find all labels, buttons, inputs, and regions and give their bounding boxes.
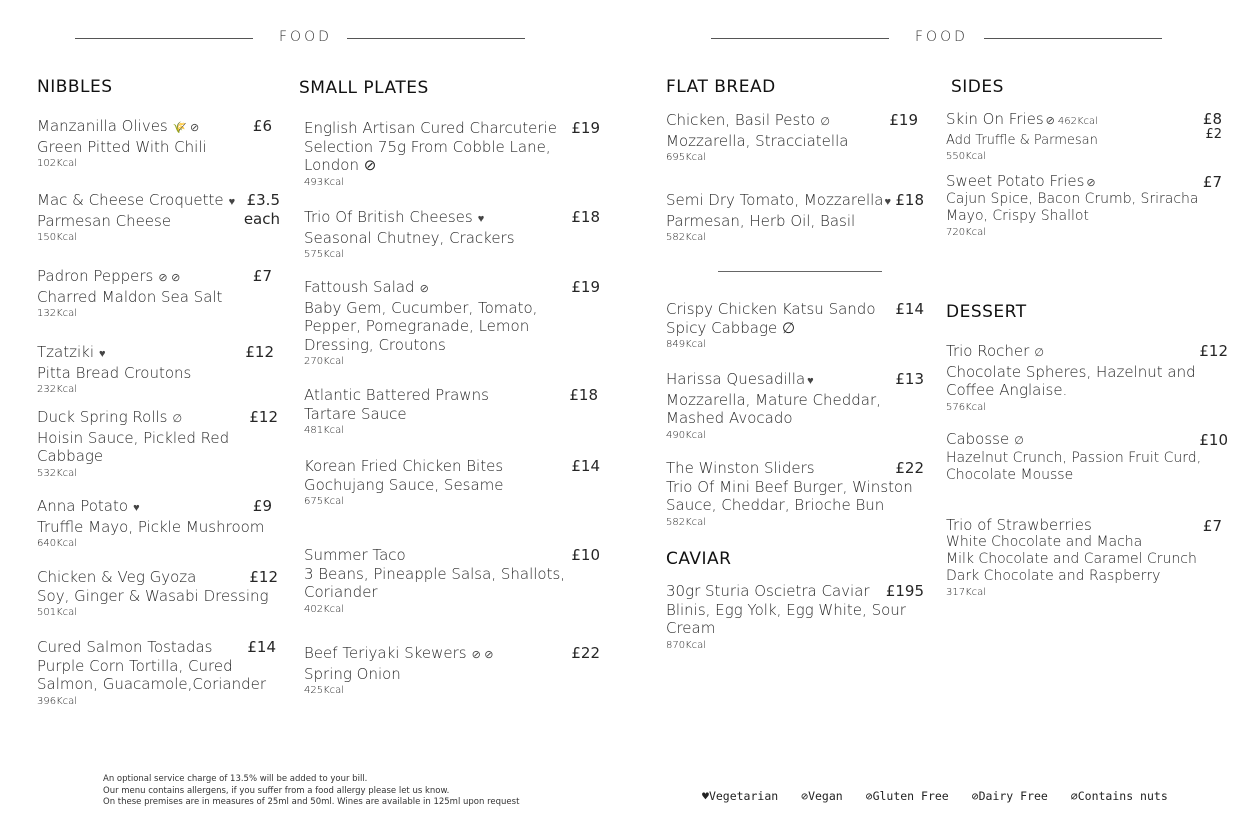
nuts-icon: ∅ (172, 412, 183, 425)
menu-item: Manzanilla Olives 🌾̸ ⊘ Green Pitted With Chili 102Kcal (37, 117, 207, 169)
vegetarian-icon: ♥ (807, 374, 814, 387)
menu-item: Trio of Strawberries White Chocolate and Macha Milk Chocolate and Caramel Crunch Dark Chocolate and Raspberry 317Kcal (946, 516, 1197, 598)
nuts-icon: ∅ (1034, 346, 1044, 359)
header-food-left: FOOD (279, 29, 332, 45)
item-price: £7 (252, 267, 272, 285)
dietary-icon: ⊘ ⊘ (158, 271, 181, 284)
menu-item: Duck Spring Rolls ∅ Hoisin Sauce, Pickled Red Cabbage 532Kcal (37, 408, 230, 479)
menu-item: Chicken, Basil Pesto ∅ Mozzarella, Stracciatella 695Kcal (666, 111, 849, 163)
header-food-right: FOOD (915, 29, 968, 45)
item-price: £9 (252, 497, 272, 515)
section-title-flat-bread: FLAT BREAD (666, 77, 776, 97)
item-price: £22 (895, 459, 924, 477)
header-rule-right-2 (984, 38, 1162, 39)
menu-item: Mac & Cheese Croquette ♥ Parmesan Cheese 150Kcal (37, 191, 236, 243)
item-price: £6 (252, 117, 272, 135)
item-price: £19 (571, 119, 600, 137)
vegetarian-icon: ♥ (228, 195, 236, 208)
item-price: £19 (889, 111, 918, 129)
item-price-addon: £2 (1205, 127, 1222, 142)
vegetarian-icon: ♥ (99, 347, 106, 360)
menu-item: Sweet Potato Fries ⊘ Cajun Spice, Bacon Crumb, Sriracha Mayo, Crispy Shallot 720Kcal (946, 172, 1199, 238)
section-title-caviar: CAVIAR (666, 549, 732, 569)
item-price: £13 (895, 370, 924, 388)
menu-item: Chicken & Veg Gyoza Soy, Ginger & Wasabi Dressing 501Kcal (37, 568, 269, 618)
header-rule-left-1 (75, 38, 253, 39)
dairy-free-icon: ⊘ (971, 789, 979, 803)
menu-item: 30gr Sturia Oscietra Caviar Blinis, Egg Yolk, Egg White, Sour Cream 870Kcal (666, 582, 906, 651)
menu-item: Trio Of British Cheeses ♥ Seasonal Chutney, Crackers 575Kcal (304, 208, 515, 260)
menu-item: Beef Teriyaki Skewers ⊘ ⊘ Spring Onion 425Kcal (304, 644, 494, 696)
nuts-icon: ∅ (1070, 789, 1078, 803)
menu-item: Anna Potato ♥ Truffle Mayo, Pickle Mushroom 640Kcal (37, 497, 265, 549)
menu-item: Padron Peppers ⊘ ⊘ Charred Maldon Sea Salt 132Kcal (37, 267, 223, 319)
dietary-icon: ⊘ ⊘ (471, 648, 494, 661)
item-price: £22 (571, 644, 600, 662)
item-price: £7 (1202, 517, 1222, 535)
menu-item: Fattoush Salad ⊘ Baby Gem, Cucumber, Tomato, Pepper, Pomegranade, Lemon Dressing, Croutons 270Kcal (304, 278, 538, 367)
menu-item: Atlantic Battered Prawns Tartare Sauce 481Kcal (304, 386, 489, 436)
item-price: £18 (569, 386, 598, 404)
flat-bread-divider (718, 271, 882, 272)
menu-item: Trio Rocher ∅ Chocolate Spheres, Hazelnut and Coffee Anglaise. 576Kcal (946, 342, 1196, 413)
header-rule-right-1 (711, 38, 889, 39)
item-price: £18 (571, 208, 600, 226)
item-price: £14 (571, 457, 600, 475)
item-price: £12 (249, 568, 278, 586)
gluten-free-icon: ⊘ (865, 789, 873, 803)
dietary-legend: ♥Vegetarian ⊘Vegan ⊘Gluten Free ⊘Dairy Free ∅Contains nuts (702, 789, 1168, 803)
item-price: £10 (1199, 431, 1228, 449)
item-price: £8 (1202, 110, 1222, 128)
menu-item: Summer Taco 3 Beans, Pineapple Salsa, Shallots, Coriander 402Kcal (304, 546, 566, 615)
vegetarian-icon: ♥ (477, 212, 485, 225)
item-price: £7 (1202, 173, 1222, 191)
menu-item: Cabosse ∅ Hazelnut Crunch, Passion Fruit Curd, Chocolate Mousse (946, 430, 1202, 483)
item-price: £12 (249, 408, 278, 426)
item-price: £10 (571, 546, 600, 564)
header-rule-left-2 (347, 38, 525, 39)
menu-item: Cured Salmon Tostadas Purple Corn Tortilla, Cured Salmon, Guacamole,Coriander 396Kcal (37, 638, 267, 707)
dietary-icon: ⊘ (1045, 114, 1055, 127)
item-price: £14 (247, 638, 276, 656)
menu-item: Crispy Chicken Katsu Sando Spicy Cabbage ∅ 849Kcal (666, 300, 876, 350)
section-title-nibbles: NIBBLES (37, 77, 113, 97)
vegetarian-icon: ♥ (884, 195, 892, 208)
item-price: £12 (1199, 342, 1228, 360)
menu-item: The Winston Sliders Trio Of Mini Beef Burger, Winston Sauce, Cheddar, Brioche Bun 582Kcal (666, 459, 913, 528)
item-price: £3.5 each (243, 191, 280, 228)
dietary-icon: ⊘ (1086, 176, 1096, 189)
menu-item: Semi Dry Tomato, Mozzarella♥ Parmesan, Herb Oil, Basil 582Kcal (666, 191, 892, 243)
dietary-icon: 🌾̸ ⊘ (172, 121, 200, 134)
menu-item: Harissa Quesadilla ♥ Mozzarella, Mature Cheddar, Mashed Avocado 490Kcal (666, 370, 881, 441)
item-price: £19 (571, 278, 600, 296)
item-price: £12 (245, 343, 274, 361)
section-title-sides: SIDES (951, 77, 1004, 97)
item-price: £195 (885, 582, 924, 600)
vegetarian-icon: ♥ (133, 501, 140, 514)
item-price: £18 (895, 191, 924, 209)
footer-notes: An optional service charge of 13.5% will be added to your bill. Our menu contains allergens, if you suffer from a food allergy please let us know. On these premises are in measures of 25ml and 50ml. Wines are available in 125ml upon request (103, 774, 520, 807)
section-title-dessert: DESSERT (946, 302, 1027, 322)
vegetarian-icon: ♥ (702, 789, 709, 803)
menu-item: English Artisan Cured Charcuterie Selection 75g From Cobble Lane, London ⊘ 493Kcal (304, 119, 557, 188)
item-price: £14 (895, 300, 924, 318)
menu-item: Tzatziki ♥ Pitta Bread Croutons 232Kcal (37, 343, 192, 395)
vegan-icon: ⊘ (419, 282, 429, 295)
vegan-icon: ⊘ (801, 789, 809, 803)
section-title-small-plates: SMALL PLATES (299, 78, 429, 98)
menu-item: Korean Fried Chicken Bites Gochujang Sauce, Sesame 675Kcal (304, 457, 504, 507)
menu-item: Skin On Fries ⊘ 462Kcal Add Truffle & Parmesan 550Kcal (946, 110, 1098, 162)
nuts-icon: ∅ (1014, 434, 1024, 447)
nuts-icon: ∅ (820, 115, 830, 128)
